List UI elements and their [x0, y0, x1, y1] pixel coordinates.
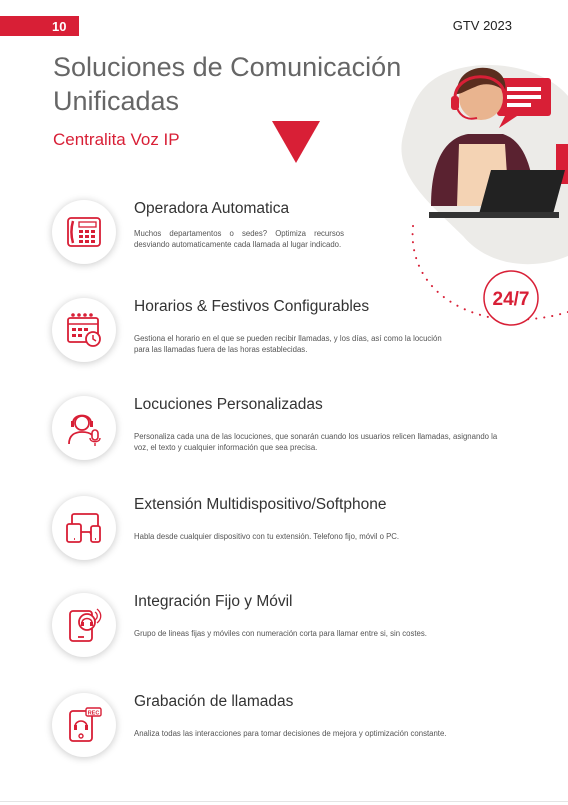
feature-description: Grupo de lineas fijas y móviles con numeración corta para llamar entre si, sin costes.: [134, 629, 427, 638]
feature-description: Personaliza cada una de las locuciones, que sonarán cuando los usuarios relicen llamadas, asignando la voz, el texto y cualquier información que sea precisa.: [134, 432, 498, 452]
feature-fijo-movil: [52, 593, 522, 663]
feature-icon-circle: [52, 298, 116, 362]
document-tag: GTV 2023: [452, 18, 512, 33]
feature-description: Gestiona el horario en el que se pueden recibir llamadas, y los días, así como la locución para las llamadas fuera de las horas establecidas.: [134, 334, 442, 354]
page-number: 10: [52, 18, 67, 34]
feature-icon-circle: [52, 693, 116, 757]
feature-icon-circle: [52, 396, 116, 460]
feature-grabacion: [52, 693, 522, 763]
feature-title: Extensión Multidispositivo/Softphone: [134, 496, 387, 513]
feature-locuciones: [52, 396, 522, 466]
feature-icon-circle: [52, 200, 116, 264]
feature-title: Locuciones Personalizadas: [134, 396, 323, 413]
feature-operadora-automatica: [52, 200, 522, 270]
feature-description: Habla desde cualquier dispositivo con tu extensión. Telefono fijo, móvil o PC.: [134, 532, 400, 541]
feature-horarios-festivos: [52, 298, 522, 368]
headset-microphone-icon: [64, 408, 104, 448]
feature-icon-circle: [52, 593, 116, 657]
feature-title: Grabación de llamadas: [134, 693, 294, 710]
calendar-clock-icon: [64, 310, 104, 350]
page-title-line-2: Unificadas: [53, 86, 180, 116]
feature-description: Muchos departamentos o sedes? Optimiza recursos desviando automaticamente cada llamada al lugar indicado.: [134, 229, 344, 249]
feature-title: Integración Fijo y Móvil: [134, 593, 293, 610]
footer-divider: [0, 801, 568, 802]
feature-icon-circle: [52, 496, 116, 560]
page-number-tab: [0, 16, 79, 36]
page-title-line-1: Soluciones de Comunicación: [53, 52, 402, 82]
multi-device-icon: [64, 508, 104, 548]
down-triangle-icon: [272, 121, 320, 163]
feature-title: Operadora Automatica: [134, 200, 290, 217]
call-recording-icon: [64, 705, 104, 745]
telephone-keypad-icon: [64, 212, 104, 252]
page-title: [53, 50, 423, 118]
feature-multidispositivo: [52, 496, 522, 566]
page-subtitle: Centralita Voz IP: [53, 130, 180, 149]
feature-description: Analiza todas las interacciones para tomar decisiones de mejora y optimización constante.: [134, 729, 447, 738]
svg-text:REC: REC: [87, 710, 100, 717]
mobile-support-icon: [64, 605, 104, 645]
call-center-illustration: [393, 56, 568, 326]
badge-24-7: 24/7: [492, 289, 530, 310]
feature-title: Horarios & Festivos Configurables: [134, 298, 370, 315]
